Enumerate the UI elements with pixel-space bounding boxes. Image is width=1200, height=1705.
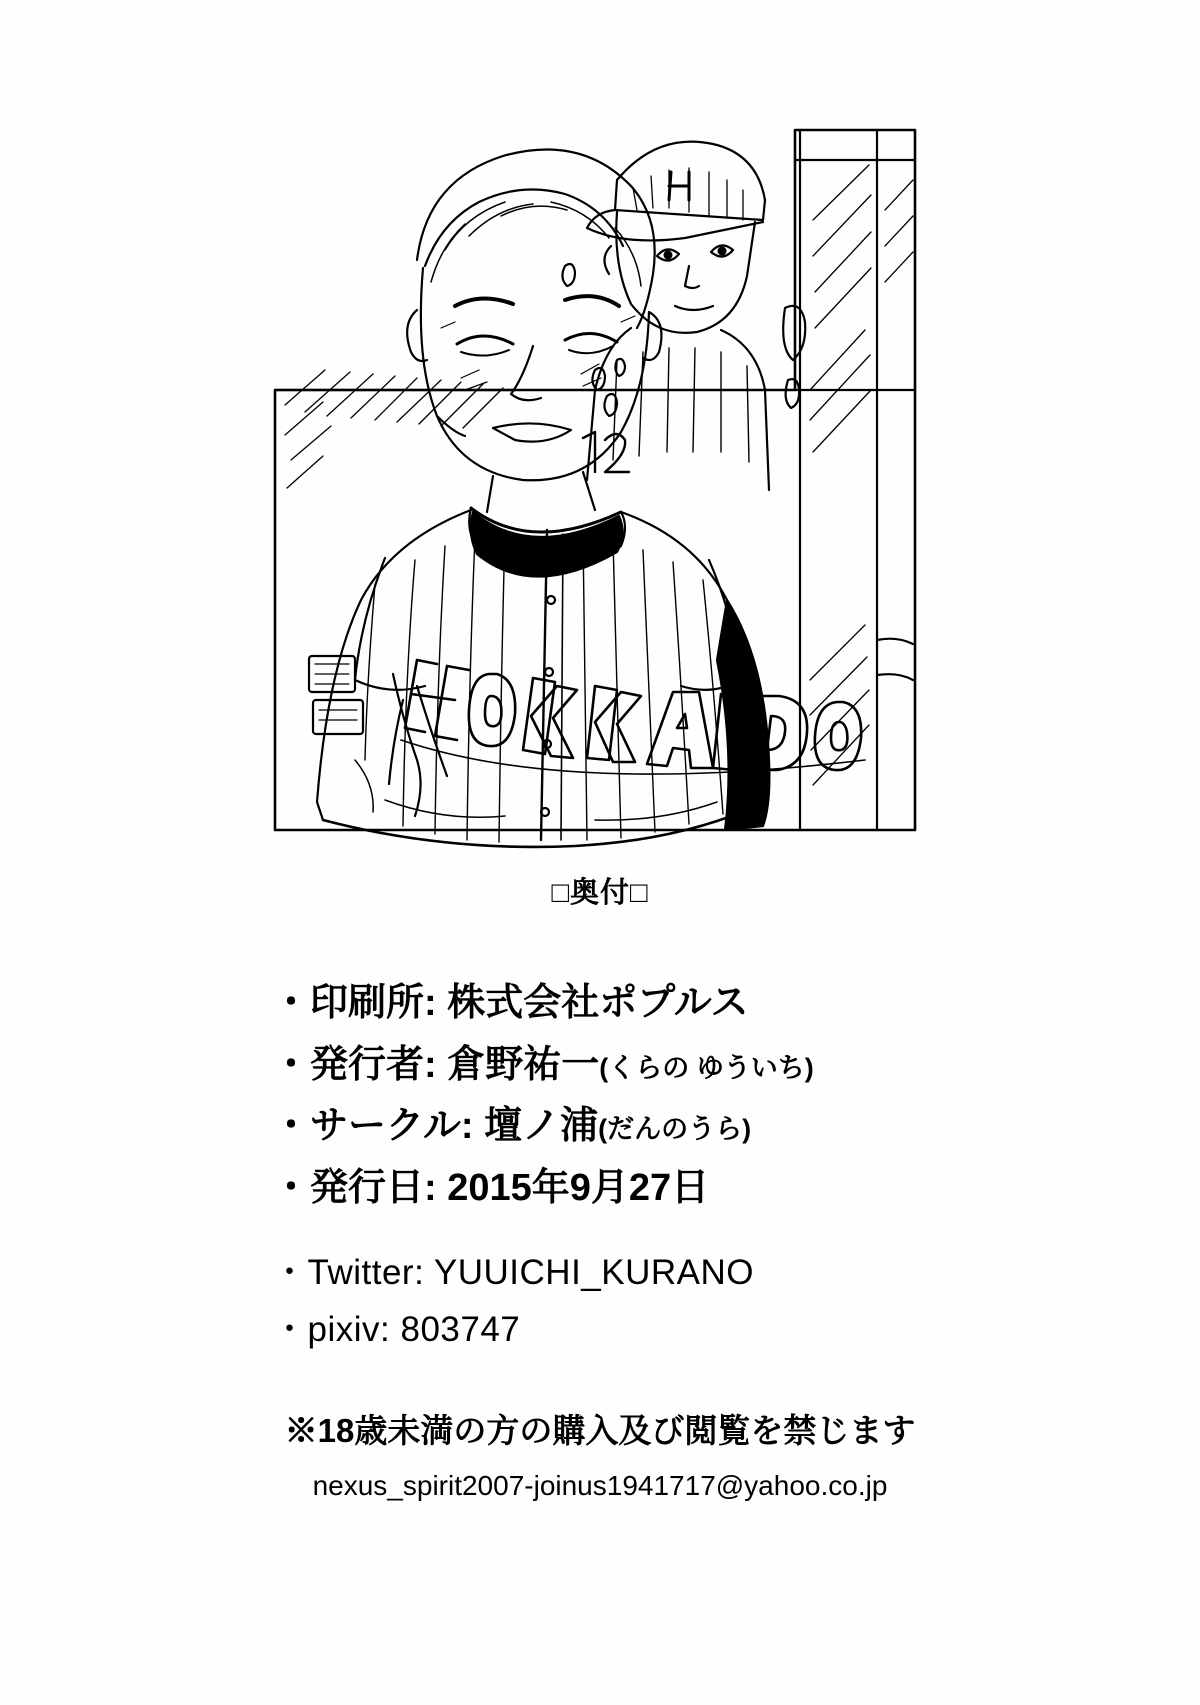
publisher-value: 倉野祐一 <box>447 1043 600 1086</box>
pixiv-label: ・pixiv: <box>272 1309 391 1349</box>
list-item-printer <box>272 973 1200 1035</box>
colophon-info-list <box>0 973 1200 1359</box>
contact-email: nexus_spirit2007-joinus1941717@yahoo.co.jp <box>312 1469 888 1501</box>
age-restriction-notice: ※18歳未満の方の購入及び閲覧を禁じます <box>284 1411 916 1449</box>
list-item-publisher <box>272 1035 1200 1097</box>
circle-label: ・サークル: <box>272 1105 474 1148</box>
publisher-reading: (くらの ゆういち) <box>599 1052 814 1083</box>
baseball-manga-illustration <box>265 60 925 850</box>
list-item-twitter <box>272 1245 1200 1302</box>
colophon-block <box>0 870 1200 1502</box>
twitter-label: ・Twitter: <box>272 1253 425 1293</box>
list-item-release-date <box>272 1158 1200 1220</box>
release-date-label: ・発行日: <box>272 1166 437 1209</box>
pixiv-id: 803747 <box>400 1309 521 1349</box>
twitter-handle: YUUICHI_KURANO <box>433 1253 754 1293</box>
list-item-pixiv <box>272 1302 1200 1359</box>
release-date-value: 2015年9月27日 <box>447 1166 710 1209</box>
list-item-circle <box>272 1096 1200 1158</box>
colophon-title: □奥付□ <box>551 877 649 909</box>
publisher-label: ・発行者: <box>272 1043 437 1086</box>
printer-label: ・印刷所: <box>272 982 437 1024</box>
circle-value: 壇ノ浦 <box>484 1105 599 1148</box>
printer-value: 株式会社ポプルス <box>447 982 749 1024</box>
circle-reading: (だんのうら) <box>598 1114 752 1145</box>
